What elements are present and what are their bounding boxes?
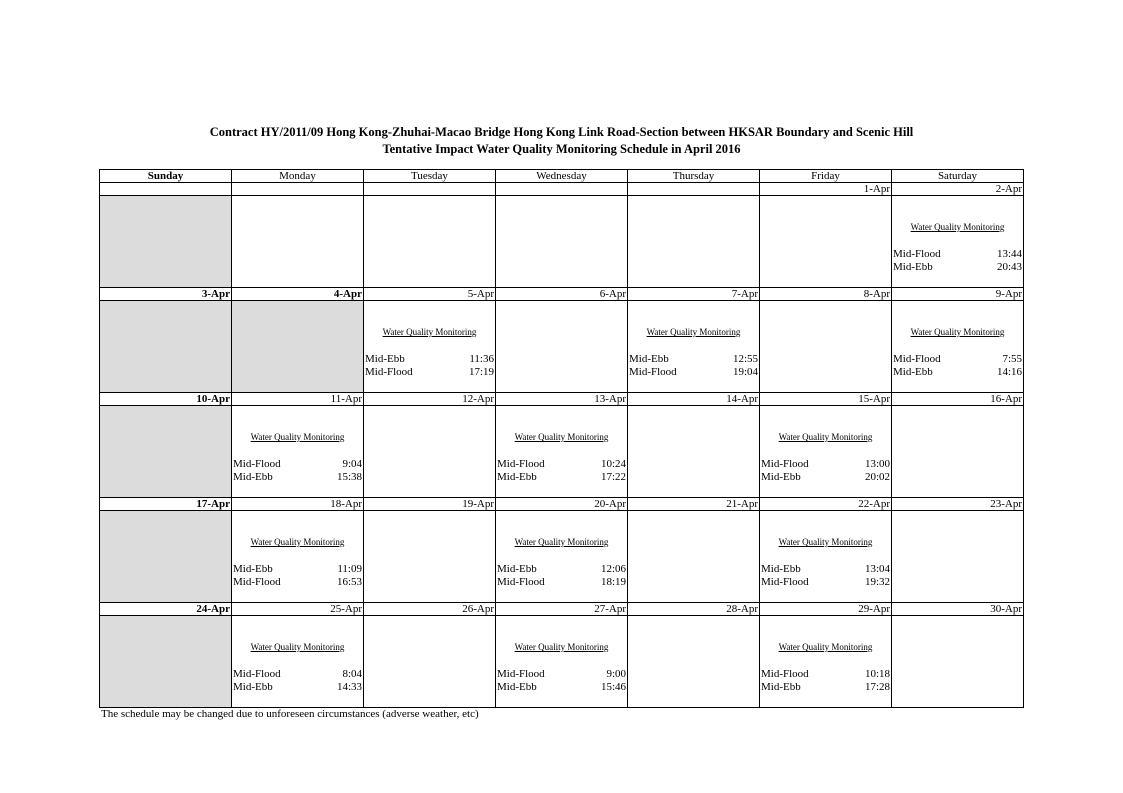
tide-phase: Mid-Ebb [497, 681, 537, 693]
tide-phase: Mid-Ebb [629, 353, 669, 365]
tide-entry [893, 353, 1022, 365]
tide-phase: Mid-Ebb [233, 681, 273, 693]
schedule-cell [364, 196, 496, 288]
date-cell: 26-Apr [364, 603, 496, 616]
date-cell [628, 183, 760, 196]
date-row [100, 288, 1024, 301]
tide-phase: Mid-Ebb [761, 681, 801, 693]
date-cell: 2-Apr [892, 183, 1024, 196]
date-cell: 1-Apr [760, 183, 892, 196]
tide-time: 20:02 [864, 471, 890, 483]
tide-entry [233, 668, 362, 680]
schedule-cell [232, 616, 364, 708]
tide-phase: Mid-Ebb [761, 563, 801, 575]
date-cell: 4-Apr [232, 288, 364, 301]
schedule-cell [100, 406, 232, 498]
tide-time: 17:28 [864, 681, 890, 693]
schedule-cell [628, 406, 760, 498]
tide-phase: Mid-Ebb [893, 366, 933, 378]
tide-phase: Mid-Flood [365, 366, 413, 378]
date-cell: 14-Apr [628, 393, 760, 406]
schedule-cell [892, 616, 1024, 708]
tide-entry [629, 366, 758, 378]
monitoring-label: Water Quality Monitoring [250, 642, 345, 652]
tide-time: 19:32 [864, 576, 890, 588]
weekday-header: Monday [232, 170, 364, 183]
date-row [100, 603, 1024, 616]
tide-entry [893, 261, 1022, 273]
monitoring-label: Water Quality Monitoring [910, 327, 1005, 337]
date-cell: 5-Apr [364, 288, 496, 301]
schedule-cell [628, 301, 760, 393]
monitoring-label: Water Quality Monitoring [514, 432, 609, 442]
date-cell: 12-Apr [364, 393, 496, 406]
tide-entry [497, 681, 626, 693]
tide-phase: Mid-Ebb [497, 471, 537, 483]
date-cell: 22-Apr [760, 498, 892, 511]
date-cell [100, 183, 232, 196]
tide-entry [365, 366, 494, 378]
tide-time: 8:04 [342, 668, 362, 680]
tide-time: 12:55 [732, 353, 758, 365]
tide-time: 20:43 [996, 261, 1022, 273]
tide-phase: Mid-Ebb [365, 353, 405, 365]
schedule-row [100, 511, 1024, 603]
schedule-cell [232, 196, 364, 288]
weekday-header: Sunday [100, 170, 232, 183]
schedule-cell [232, 301, 364, 393]
schedule-cell [628, 616, 760, 708]
date-row [100, 183, 1024, 196]
schedule-cell [232, 406, 364, 498]
date-cell: 20-Apr [496, 498, 628, 511]
tide-time: 19:04 [732, 366, 758, 378]
date-cell: 9-Apr [892, 288, 1024, 301]
date-cell: 29-Apr [760, 603, 892, 616]
tide-entry [761, 576, 890, 588]
date-cell [496, 183, 628, 196]
tide-phase: Mid-Ebb [233, 563, 273, 575]
date-cell: 16-Apr [892, 393, 1024, 406]
tide-time: 15:46 [600, 681, 626, 693]
schedule-cell [760, 301, 892, 393]
schedule-cell [364, 301, 496, 393]
date-cell: 27-Apr [496, 603, 628, 616]
date-cell: 24-Apr [100, 603, 232, 616]
tide-time: 9:00 [606, 668, 626, 680]
tide-entry [893, 248, 1022, 260]
tide-entry [233, 471, 362, 483]
tide-time: 11:36 [469, 353, 494, 365]
tide-entry [497, 576, 626, 588]
tide-entry [233, 681, 362, 693]
tide-entry [233, 563, 362, 575]
date-cell: 21-Apr [628, 498, 760, 511]
schedule-cell [892, 301, 1024, 393]
tide-time: 13:44 [996, 248, 1022, 260]
schedule-row [100, 406, 1024, 498]
tide-time: 12:06 [600, 563, 626, 575]
monitoring-label: Water Quality Monitoring [778, 537, 873, 547]
schedule-cell [100, 196, 232, 288]
date-cell: 6-Apr [496, 288, 628, 301]
tide-time: 18:19 [600, 576, 626, 588]
tide-entry [761, 681, 890, 693]
schedule-cell [496, 196, 628, 288]
monitoring-label: Water Quality Monitoring [514, 642, 609, 652]
tide-time: 14:33 [336, 681, 362, 693]
date-cell: 30-Apr [892, 603, 1024, 616]
tide-entry [629, 353, 758, 365]
calendar-table [99, 169, 1024, 708]
schedule-cell [892, 511, 1024, 603]
monitoring-label: Water Quality Monitoring [778, 432, 873, 442]
schedule-cell [496, 616, 628, 708]
tide-time: 13:04 [864, 563, 890, 575]
schedule-cell [892, 406, 1024, 498]
monitoring-label: Water Quality Monitoring [250, 432, 345, 442]
tide-time: 15:38 [336, 471, 362, 483]
monitoring-label: Water Quality Monitoring [778, 642, 873, 652]
date-cell: 10-Apr [100, 393, 232, 406]
tide-phase: Mid-Flood [761, 576, 809, 588]
schedule-cell [100, 511, 232, 603]
monitoring-label: Water Quality Monitoring [514, 537, 609, 547]
schedule-cell [760, 511, 892, 603]
tide-time: 11:09 [337, 563, 362, 575]
schedule-cell [100, 301, 232, 393]
date-cell [364, 183, 496, 196]
tide-time: 16:53 [336, 576, 362, 588]
schedule-row [100, 301, 1024, 393]
tide-phase: Mid-Flood [233, 576, 281, 588]
date-cell: 15-Apr [760, 393, 892, 406]
schedule-cell [892, 196, 1024, 288]
tide-phase: Mid-Ebb [893, 261, 933, 273]
schedule-cell [364, 406, 496, 498]
calendar-body [100, 183, 1024, 708]
schedule-cell [496, 406, 628, 498]
tide-time: 10:24 [600, 458, 626, 470]
schedule-cell [760, 196, 892, 288]
tide-phase: Mid-Flood [761, 458, 809, 470]
weekday-header-row [100, 170, 1024, 183]
tide-phase: Mid-Flood [233, 458, 281, 470]
tide-phase: Mid-Flood [893, 353, 941, 365]
tide-time: 17:19 [468, 366, 494, 378]
schedule-cell [760, 406, 892, 498]
tide-entry [233, 458, 362, 470]
tide-phase: Mid-Flood [629, 366, 677, 378]
tide-time: 10:18 [864, 668, 890, 680]
date-cell: 25-Apr [232, 603, 364, 616]
schedule-cell [364, 511, 496, 603]
weekday-header: Friday [760, 170, 892, 183]
weekday-header: Tuesday [364, 170, 496, 183]
tide-entry [233, 576, 362, 588]
date-cell: 28-Apr [628, 603, 760, 616]
monitoring-label: Water Quality Monitoring [646, 327, 741, 337]
schedule-cell [364, 616, 496, 708]
tide-entry [761, 471, 890, 483]
weekday-header: Wednesday [496, 170, 628, 183]
tide-entry [893, 366, 1022, 378]
tide-time: 17:22 [600, 471, 626, 483]
weekday-header: Thursday [628, 170, 760, 183]
tide-time: 7:55 [1002, 353, 1022, 365]
date-cell [232, 183, 364, 196]
tide-phase: Mid-Ebb [233, 471, 273, 483]
date-cell: 11-Apr [232, 393, 364, 406]
tide-entry [365, 353, 494, 365]
tide-phase: Mid-Flood [497, 668, 545, 680]
monitoring-label: Water Quality Monitoring [382, 327, 477, 337]
tide-entry [497, 668, 626, 680]
monitoring-label: Water Quality Monitoring [250, 537, 345, 547]
date-cell: 17-Apr [100, 498, 232, 511]
tide-time: 13:00 [864, 458, 890, 470]
tide-phase: Mid-Flood [893, 248, 941, 260]
tide-phase: Mid-Flood [233, 668, 281, 680]
schedule-cell [760, 616, 892, 708]
document-title: Contract HY/2011/09 Hong Kong-Zhuhai-Macao Bridge Hong Kong Link Road-Section between HKSAR Boundary and Scenic Hill [209, 125, 914, 139]
tide-entry [761, 563, 890, 575]
date-cell: 3-Apr [100, 288, 232, 301]
weekday-header: Saturday [892, 170, 1024, 183]
tide-entry [497, 563, 626, 575]
tide-time: 14:16 [996, 366, 1022, 378]
schedule-row [100, 616, 1024, 708]
tide-phase: Mid-Ebb [761, 471, 801, 483]
date-cell: 18-Apr [232, 498, 364, 511]
tide-phase: Mid-Ebb [497, 563, 537, 575]
schedule-cell [100, 616, 232, 708]
tide-entry [761, 668, 890, 680]
schedule-cell [628, 196, 760, 288]
date-cell: 19-Apr [364, 498, 496, 511]
tide-phase: Mid-Flood [497, 458, 545, 470]
date-row [100, 498, 1024, 511]
monitoring-label: Water Quality Monitoring [910, 222, 1005, 232]
tide-entry [497, 458, 626, 470]
tide-time: 9:04 [342, 458, 362, 470]
schedule-cell [232, 511, 364, 603]
footnote: The schedule may be changed due to unforeseen circumstances (adverse weather, etc) [101, 708, 479, 720]
date-cell: 13-Apr [496, 393, 628, 406]
tide-entry [761, 458, 890, 470]
schedule-row [100, 196, 1024, 288]
tide-entry [497, 471, 626, 483]
date-cell: 8-Apr [760, 288, 892, 301]
document-subtitle: Tentative Impact Water Quality Monitoring Schedule in April 2016 [382, 142, 741, 156]
schedule-cell [496, 301, 628, 393]
date-row [100, 393, 1024, 406]
date-cell: 7-Apr [628, 288, 760, 301]
tide-phase: Mid-Flood [761, 668, 809, 680]
schedule-cell [496, 511, 628, 603]
date-cell: 23-Apr [892, 498, 1024, 511]
tide-phase: Mid-Flood [497, 576, 545, 588]
schedule-cell [628, 511, 760, 603]
